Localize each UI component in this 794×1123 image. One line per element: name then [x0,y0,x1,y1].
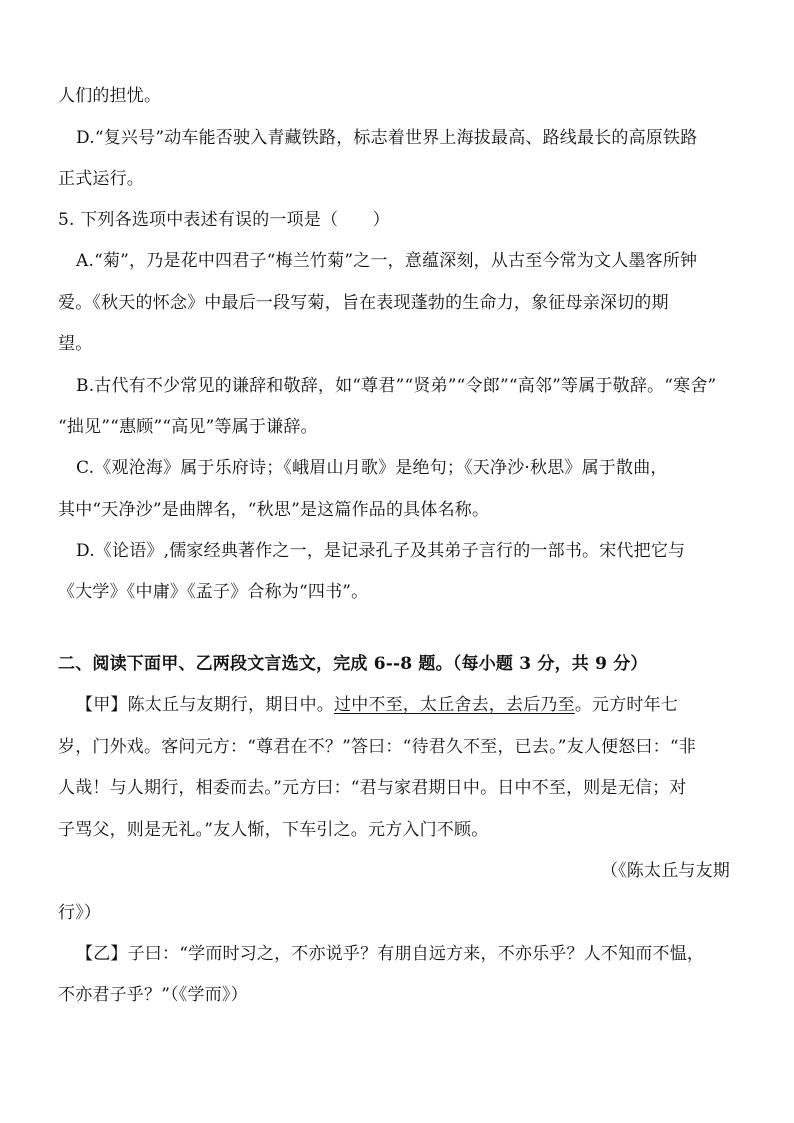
passage-jia-line: 岁，门外戏。客问元方：“尊君在不？”答曰：“待君久不至，已去。”友人便怒曰：“非 [58,737,696,757]
option-c-line: C.《观沧海》属于乐府诗；《峨眉山月歌》是绝句；《天净沙·秋思》属于散曲， [76,458,668,478]
option-d-line: D.“复兴号”动车能否驶入青藏铁路，标志着世界上海拔最高、路线最长的高原铁路 [76,128,698,148]
passage-jia-line [76,693,766,717]
option-a-line: A.“菊”，乃是花中四君子“梅兰竹菊”之一，意蕴深刻，从古至今常为文人墨客所钟 [76,251,698,271]
passage-yi-line: 不亦君子乎？”（《学而》） [58,985,248,1005]
paragraph-line: 爱。《秋天的怀念》中最后一段写菊，旨在表现蓬勃的生命力，象征母亲深切的期 [58,293,669,313]
paragraph-line: 正式运行。 [58,169,144,189]
question-5: 5. 下列各选项中表述有误的一项是（ ） [58,210,390,230]
passage-jia-line: 子骂父，则是无礼。”友人惭，下车引之。元方入门不顾。 [58,820,489,840]
passage-jia-line: 人哉！与人期行，相委而去。”元方曰：“君与家君期日中。日中不至，则是无信；对 [58,778,687,798]
paragraph-line: 其中“天净沙”是曲牌名，“秋思”是这篇作品的具体名称。 [58,500,490,520]
section-title: 二、阅读下面甲、乙两段文言选文，完成 6--8 题。（每小题 3 分，共 9 分） [58,654,648,674]
passage-yi-line: 【乙】子曰：“学而时习之，不亦说乎？有朋自远方来，不亦乐乎？人不知而不愠， [76,944,705,964]
passage-jia-source: （《陈太丘与友期 [600,861,730,881]
passage-text: 。元方时年七 [574,695,679,715]
passage-text: 【甲】陈太丘与友期行，期日中。 [76,695,334,715]
underlined-sentence: 过中不至，太丘舍去，去后乃至 [334,695,575,715]
paragraph-line: 人们的担忧。 [58,86,162,106]
passage-jia-source: 行》） [58,903,102,923]
option-b-line: B.古代有不少常见的谦辞和敬辞，如“尊君”“贤弟”“令郎”“高邻”等属于敬辞。“寒舍” [76,376,717,396]
paragraph-line: 望。 [58,334,93,354]
paragraph-line: “拙见”“惠顾”“高见”等属于谦辞。 [58,417,318,437]
paragraph-line: 《大学》《中庸》《孟子》合称为“四书”。 [58,582,369,602]
option-d-line: D.《论语》,儒家经典著作之一，是记录孔子及其弟子言行的一部书。宋代把它与 [76,541,686,561]
